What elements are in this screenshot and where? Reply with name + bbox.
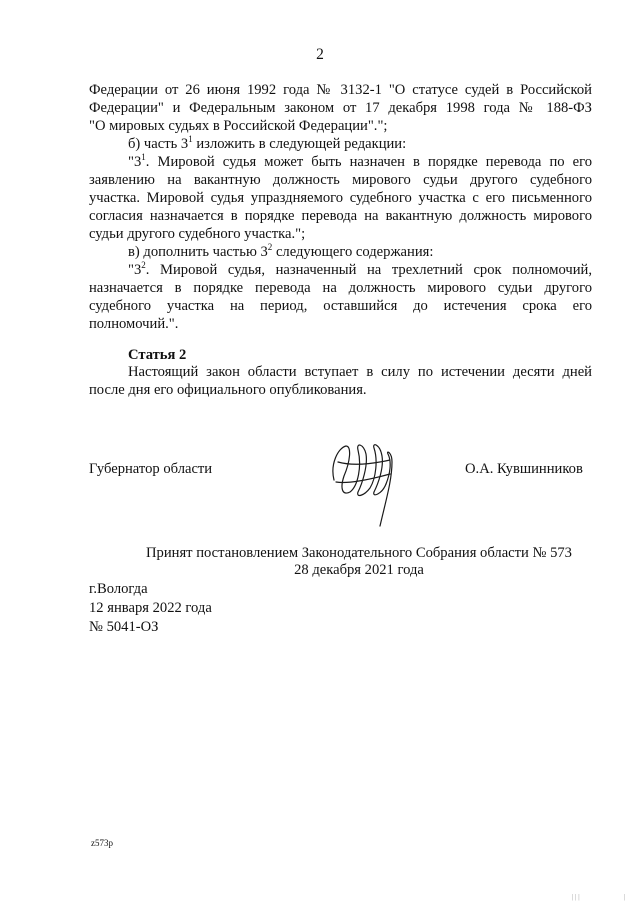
item-b: б) часть $3^1$ изложить в следующей редакции: [128,133,407,152]
quote2-line: "$3^2$. Мировой судья, назначенный на трехлетний срок полномочий, [128,259,592,278]
adoption-line: Принят постановлением Законодательного Собрания области № 573 [146,545,572,561]
law-number: № 5041-ОЗ [89,619,159,635]
adoption-date: 28 декабря 2021 года [294,562,424,578]
quote1-line: заявлению на вакантную должность мирового судьи другого судебного [89,172,592,188]
signatory-title: Губернатор области [89,461,213,477]
document-code: z573p [91,838,113,848]
handwritten-signature [328,440,408,528]
quote1-line: согласия назначается в порядке перевода на вакантную должность мирового [89,208,592,224]
quote1-line: "$3^1$. Мировой судья может быть назначен в порядке перевода по его [128,151,592,170]
quote2-line: назначается в порядке перевода на должность мирового судьи другого [89,280,592,296]
quote2-line: полномочий.". [89,316,179,332]
body-line: "О мировых судьях в Российской Федерации"."; [89,118,388,134]
quote2-line: судебного участка на период, оставшийся до истечения срока его [89,298,592,314]
article-text-line: Настоящий закон области вступает в силу по истечении десяти дней [128,364,592,380]
page-number: 2 [316,46,324,63]
place-date: 12 января 2022 года [89,600,212,616]
body-line: Федерации от 26 июня 1992 года № 3132-1 "О статусе судей в Российской [89,82,592,98]
item-v: в) дополнить частью $3^2$ следующего содержания: [128,241,434,260]
scan-edge-marks: | [624,893,626,901]
quote1-line: судьи другого судебного участка."; [89,226,306,242]
place-city: г.Вологда [89,581,148,597]
body-line: Федерации" и Федеральным законом от 17 декабря 1998 года № 188-ФЗ [89,100,592,116]
quote1-line: участка. Мировой судья упраздняемого судебного участка с его письменного [89,190,592,206]
article-heading: Статья 2 [128,347,187,363]
signatory-name: О.А. Кувшинников [465,461,583,477]
scan-edge-marks: | | | [572,893,580,901]
article-text-line: после дня его официального опубликования. [89,382,367,398]
